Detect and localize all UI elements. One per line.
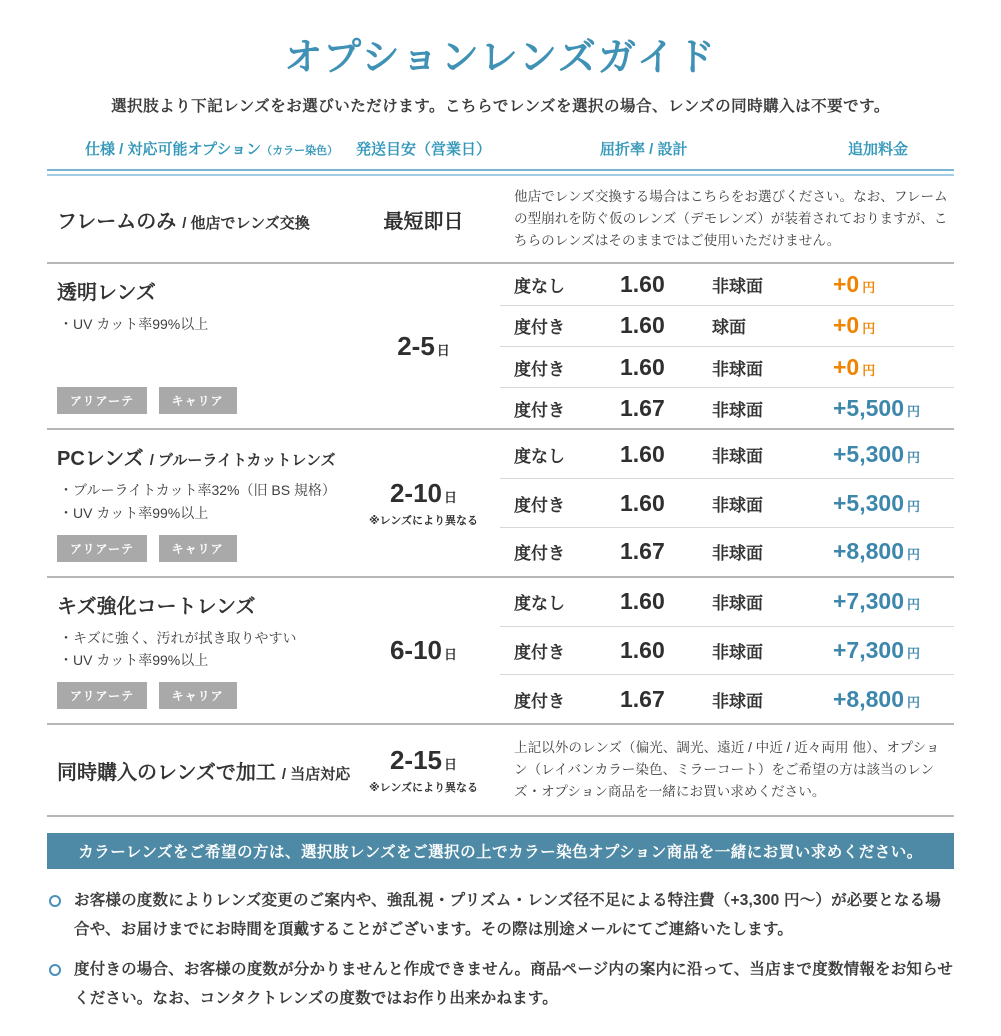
shipping-cell (347, 205, 500, 234)
note-item (47, 887, 954, 944)
lens-name (57, 590, 347, 619)
option-design: 非球面 (712, 446, 763, 466)
option-index: 1.60 (620, 489, 665, 516)
shipping-estimate: 最短即日 (383, 210, 464, 233)
feature-item: ・UV カット率99%以上 (59, 652, 209, 669)
yen-suffix: 円 (862, 321, 876, 337)
option-rx: 度付き (514, 544, 565, 564)
price-value: +7,300 (833, 636, 904, 663)
lens-name (57, 756, 351, 785)
option-row (500, 527, 954, 576)
feature-item: ・UV カット率99%以上 (59, 505, 209, 522)
option-rx: 度付き (514, 400, 565, 420)
option-rx: 度付き (514, 359, 565, 379)
shipping-days: 6-10 (389, 634, 443, 665)
tag-list (57, 377, 347, 414)
yen-suffix: 円 (862, 362, 876, 378)
table-row-frame-only (47, 176, 954, 265)
option-price (833, 395, 920, 422)
table-row-pc-lens (47, 430, 954, 577)
option-row (500, 626, 954, 675)
header-spec-note: （カラー染色） (261, 144, 339, 157)
yen-suffix: 円 (907, 694, 921, 710)
color-lens-banner: カラーレンズをご希望の方は、選択肢レンズをご選択の上でカラー染色オプション商品を一緒にお買い求めください。 (47, 833, 954, 869)
option-list (500, 264, 954, 428)
price-value: +5,300 (833, 440, 904, 467)
tag-ariarte: アリアーテ (57, 535, 147, 562)
feature-item: ・キズに強く、汚れが拭き取りやすい (59, 629, 297, 646)
option-rx: 度付き (514, 318, 565, 338)
note-text: お客様の度数によりレンズ変更のご案内や、強乱視・プリズム・レンズ径不足による特注費（+3,300 円〜）が必要となる場合や、お届けまでにお時間を頂戴することがございます。その際は別途メールにてご連絡いたします。 (74, 892, 942, 938)
spec-cell (47, 430, 347, 575)
option-price (833, 538, 920, 565)
shipping-days: 2-10 (389, 478, 443, 509)
option-design: 非球面 (712, 495, 763, 515)
price-value: +8,800 (833, 685, 904, 712)
tag-ariarte: アリアーテ (57, 387, 147, 414)
option-price (833, 686, 920, 713)
option-design: 非球面 (712, 359, 763, 379)
option-row (500, 578, 954, 626)
footer-notes (47, 887, 954, 1014)
note-text: 度付きの場合、お客様の度数が分かりませんと作成できません。商品ページ内の案内に沿って、当店まで度数情報をお知らせください。なお、コンタクトレンズの度数ではお作り出来かねます。 (74, 961, 954, 1008)
header-price: 追加料金 (847, 140, 908, 158)
yen-suffix: 円 (907, 597, 921, 613)
tag-ariarte: アリアーテ (57, 682, 147, 709)
shipping-cell (347, 578, 500, 723)
option-design: 非球面 (712, 691, 763, 711)
option-row (500, 387, 954, 428)
table-row-processing (47, 725, 954, 817)
shipping-cell (347, 745, 500, 795)
header-refraction: 屈折率 / 設計 (600, 140, 688, 158)
spec-cell (47, 205, 347, 234)
option-row (500, 346, 954, 387)
note-item (47, 956, 954, 1013)
shipping-days: 2-15 (389, 745, 443, 776)
spec-cell (47, 756, 351, 785)
option-index: 1.60 (620, 312, 665, 339)
option-rx: 度なし (514, 594, 565, 614)
price-value: +5,300 (833, 489, 904, 516)
shipping-estimate (397, 331, 450, 362)
price-value: +5,500 (833, 394, 904, 421)
option-index: 1.67 (620, 685, 665, 712)
option-rx: 度なし (514, 277, 565, 297)
option-price (833, 441, 920, 468)
lens-name (57, 442, 347, 471)
option-rx: 度付き (514, 495, 565, 515)
price-value: +0 (833, 271, 860, 298)
option-design: 非球面 (712, 277, 763, 297)
price-value: +7,300 (833, 588, 904, 615)
lens-name-main: 同時購入のレンズで加工 (57, 761, 276, 784)
page-subtitle: 選択肢より下記レンズをお選びいただけます。こちらでレンズを選択の場合、レンズの同時購入は不要です。 (111, 97, 890, 115)
option-price (833, 637, 920, 664)
shipping-note: ※レンズにより異なる (368, 782, 479, 795)
option-row (500, 264, 954, 304)
feature-list (57, 313, 347, 336)
table-row-clear-lens (47, 264, 954, 430)
shipping-estimate (390, 478, 457, 509)
shipping-unit: 日 (436, 342, 450, 358)
option-list (500, 430, 954, 575)
tag-list (57, 525, 347, 562)
lens-name-suffix: / 他店でレンズ交換 (182, 214, 310, 232)
shipping-unit: 日 (444, 490, 458, 506)
lens-name-suffix: / ブルーライトカットレンズ (149, 452, 336, 470)
feature-item: ・UV カット率99%以上 (59, 316, 209, 333)
tag-list (57, 672, 347, 709)
option-row (500, 478, 954, 527)
option-price (833, 271, 875, 298)
option-rx: 度なし (514, 446, 565, 466)
shipping-estimate (390, 745, 457, 776)
lens-name (57, 276, 347, 305)
circle-bullet-icon (49, 895, 61, 907)
option-price (833, 354, 875, 381)
header-right-group (500, 138, 954, 159)
option-design: 非球面 (712, 400, 763, 420)
option-design: 非球面 (712, 544, 763, 564)
option-price (833, 490, 920, 517)
yen-suffix: 円 (907, 547, 921, 563)
option-row (500, 430, 954, 478)
header-shipping: 発送目安（営業日） (355, 140, 491, 158)
shipping-unit: 日 (444, 646, 458, 662)
option-index: 1.67 (620, 538, 665, 565)
tag-carrier: キャリア (159, 682, 237, 709)
shipping-unit: 日 (444, 757, 458, 773)
tag-carrier: キャリア (159, 387, 237, 414)
option-index: 1.60 (620, 636, 665, 663)
price-value: +0 (833, 353, 860, 380)
option-design: 非球面 (712, 594, 763, 614)
lens-name-main: 透明レンズ (57, 282, 156, 305)
lens-name-main: キズ強化コートレンズ (57, 595, 256, 618)
option-row (500, 674, 954, 723)
page-title: オプションレンズガイド (284, 37, 717, 79)
header-divider (47, 169, 954, 176)
option-design: 球面 (712, 318, 746, 338)
option-row (500, 305, 954, 346)
option-price (833, 312, 875, 339)
price-value: +8,800 (833, 538, 904, 565)
yen-suffix: 円 (907, 403, 921, 419)
lens-name-suffix: / 当店対応 (281, 765, 351, 783)
option-index: 1.60 (620, 588, 665, 615)
row-note: 他店でレンズ交換する場合はこちらをお選びください。なお、フレームの型崩れを防ぐ仮のレンズ（デモレンズ）が装着されておりますが、こちらのレンズはそのままではご使用いただけません。 (514, 188, 948, 249)
table-header (47, 138, 954, 159)
option-index: 1.60 (620, 440, 665, 467)
header-spec-label: 仕様 / 対応可能オプション (85, 140, 262, 158)
yen-suffix: 円 (907, 645, 921, 661)
lens-name (57, 205, 347, 234)
option-rx: 度付き (514, 642, 565, 662)
price-value: +0 (833, 312, 860, 339)
shipping-cell (347, 264, 500, 428)
yen-suffix: 円 (862, 280, 876, 296)
feature-list (57, 479, 347, 524)
header-spec (47, 138, 347, 159)
circle-bullet-icon (49, 964, 61, 976)
table-row-scratch-resistant (47, 578, 954, 725)
lens-name-main: フレームのみ (57, 210, 177, 233)
feature-item: ・ブルーライトカット率32%（旧 BS 規格） (59, 482, 336, 499)
option-design: 非球面 (712, 642, 763, 662)
option-index: 1.60 (620, 353, 665, 380)
yen-suffix: 円 (907, 449, 921, 465)
option-rx: 度付き (514, 691, 565, 711)
option-index: 1.60 (620, 271, 665, 298)
option-index: 1.67 (620, 394, 665, 421)
row-note: 上記以外のレンズ（偏光、調光、遠近 / 中近 / 近々両用 他）、オプション（レイバンカラー染色、ミラーコート）をご希望の方は該当のレンズ・オプション商品を一緒にお買い求めください。 (514, 739, 940, 800)
yen-suffix: 円 (907, 498, 921, 514)
spec-cell (47, 264, 347, 428)
spec-cell (47, 578, 347, 723)
option-price (833, 588, 920, 615)
feature-list (57, 627, 347, 672)
lens-option-guide (0, 36, 1001, 1014)
shipping-days: 2-5 (397, 330, 435, 361)
option-list (500, 578, 954, 723)
shipping-cell (347, 430, 500, 575)
tag-carrier: キャリア (159, 535, 237, 562)
shipping-estimate (390, 635, 457, 666)
lens-name-main: PCレンズ (57, 448, 144, 471)
shipping-note: ※レンズにより異なる (368, 515, 479, 528)
